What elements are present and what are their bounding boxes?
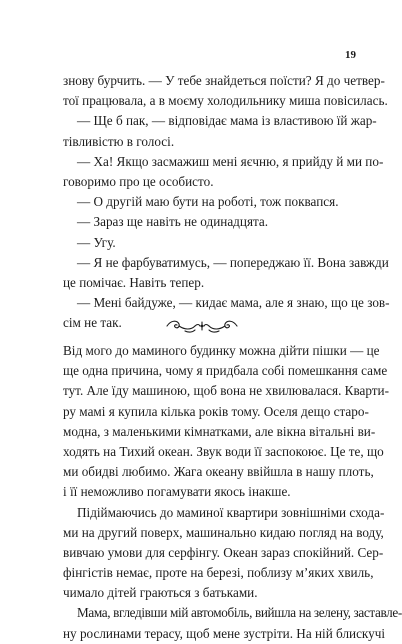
text-line: знову бурчить. — У тебе знайдеться поїсти? Я до четвер- — [63, 73, 385, 88]
text-line: ходять на Тихий океан. Звук води її заспокоює. Це те, що — [63, 443, 384, 459]
text-line: чимало дітей граються з батьками. — [63, 585, 258, 601]
dialogue-section — [63, 71, 390, 333]
text-line: Підіймаючись до маминої квартири зовнішніми схода- — [77, 504, 385, 520]
text-line: — Мені байдуже, — кидає мама, але я знаю, що це зов- — [77, 295, 390, 311]
text-line: це помічає. Навіть тепер. — [63, 274, 205, 290]
text-line: — Угу. — [77, 234, 116, 250]
text-line: — Ще б пак, — відповідає мама із властивою їй жар- — [77, 113, 377, 129]
text-line: і її неможливо погамувати якось інакше. — [63, 484, 291, 500]
text-line: — Зараз ще навіть не одинадцята. — [77, 214, 269, 230]
text-line: ми на другий поверх, машинально кидаю погляд на воду, — [63, 524, 384, 540]
ornamental-flourish-icon — [165, 318, 239, 334]
text-line: Мама, вгледівши мій автомобіль, вийшла на зелену, заставле- — [77, 605, 402, 621]
text-line: — О другій маю бути на роботі, тож поквапся. — [77, 194, 339, 210]
text-line: ще одна причина, чому я придбала собі помешкання саме — [63, 363, 388, 379]
text-line: модна, з маленькими кімнатками, але вікна вітальні ви- — [63, 423, 376, 439]
page-number: 19 — [345, 49, 356, 61]
text-line: — Я не фарбуватимусь, — попереджаю її. Вона завжди — [77, 254, 389, 270]
text-line: Від мого до маминого будинку можна дійти пішки — це — [63, 343, 380, 358]
text-line: тої працювала, а в моєму холодильнику миша повісилась. — [63, 93, 388, 109]
text-line: тівливістю в голосі. — [63, 133, 175, 149]
narrative-section — [63, 341, 402, 644]
text-line: сім не так. — [63, 315, 122, 331]
text-line: ну рослинами терасу, щоб мене зустріти. На ній блискучі — [63, 625, 386, 641]
text-line: — Ха! Якщо засмажиш мені яєчню, я прийду й ми по- — [77, 153, 384, 169]
text-line: фінгістів немає, проте на березі, поблизу м’яких хвиль, — [63, 565, 374, 581]
text-line: ми обидві любимо. Жага океану ввійшла в нашу плоть, — [63, 464, 374, 480]
text-line: вивчаю умови для серфінгу. Океан зараз спокійний. Сер- — [63, 544, 384, 560]
text-line: тут. Але їду машиною, щоб вона не хвилювалася. Кварти- — [63, 383, 389, 399]
text-line: говоримо про це особисто. — [63, 173, 214, 189]
text-line: ру мамі я купила кілька років тому. Оселя дещо старо- — [63, 403, 369, 419]
